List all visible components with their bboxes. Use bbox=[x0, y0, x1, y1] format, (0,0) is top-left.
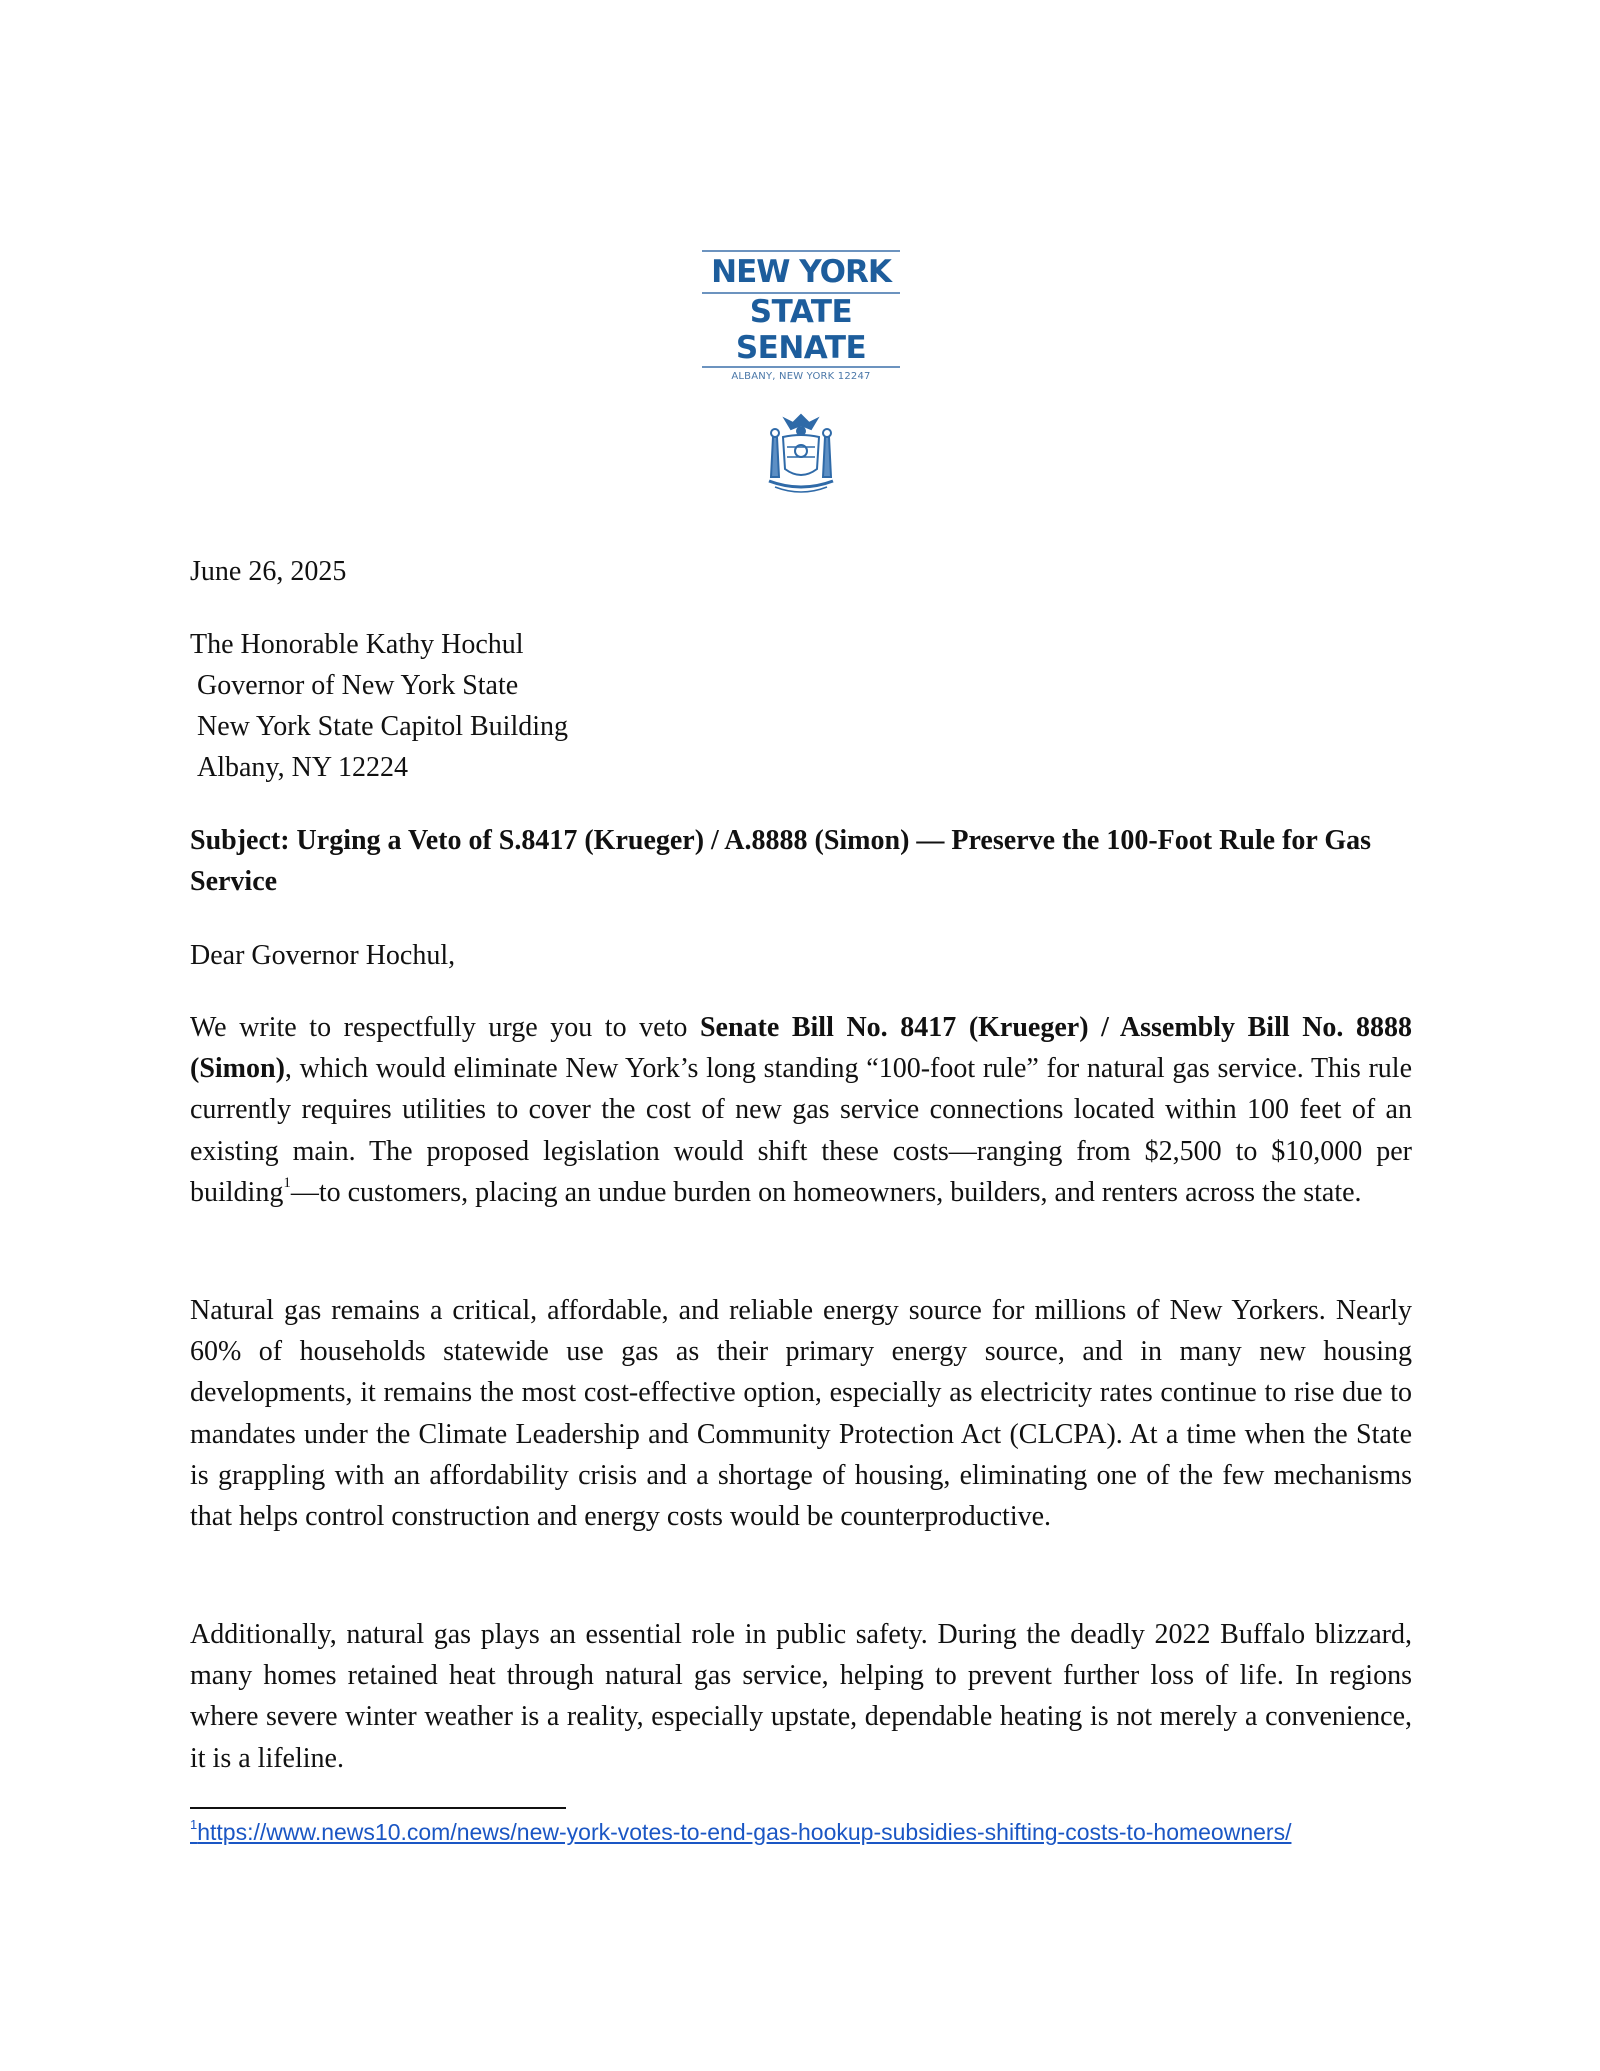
letterhead-address: ALBANY, NEW YORK 12247 bbox=[731, 371, 871, 382]
letterhead-line-3: SENATE bbox=[735, 330, 867, 366]
subject-line: Subject: Urging a Veto of S.8417 (Krueger) / A.8888 (Simon) — Preserve the 100-Foot Rule for Gas Service bbox=[190, 825, 1372, 897]
footnote bbox=[190, 1818, 1412, 1847]
recipient-address-block bbox=[190, 624, 1412, 788]
paragraph-1-lead: We write to respectfully urge you to veto bbox=[190, 1012, 700, 1043]
paragraph-1-middle: , which would eliminate New York’s long standing “100-foot rule” for natural gas service. This rule currently requires utilities to cover the cost of new gas service connections located within 100 feet of an existing main. The proposed legislation would shift these costs—ranging from $2,500 to $10,000 per building bbox=[190, 1053, 1412, 1208]
letterhead-line-1: NEW YORK bbox=[711, 254, 891, 290]
nys-seal-icon bbox=[755, 407, 847, 499]
footnote-link[interactable] bbox=[190, 1819, 1291, 1845]
recipient-city: Albany, NY 12224 bbox=[197, 752, 409, 783]
recipient-title: Governor of New York State bbox=[197, 670, 519, 701]
footnote-url: https://www.news10.com/news/new-york-votes-to-end-gas-hookup-subsidies-shifting-costs-to-homeowners/ bbox=[197, 1819, 1292, 1845]
salutation: Dear Governor Hochul, bbox=[190, 940, 456, 971]
recipient-name: The Honorable Kathy Hochul bbox=[190, 629, 524, 660]
footnote-divider bbox=[190, 1807, 566, 1809]
bill-reference: Senate Bill No. 8417 (Krueger) / Assembly Bill No. 8888 (Simon) bbox=[190, 1012, 1413, 1085]
letterhead-line-2: STATE bbox=[749, 294, 853, 330]
footnote-number: 1 bbox=[190, 1817, 198, 1833]
senate-letterhead bbox=[700, 250, 902, 386]
footnote-reference[interactable]: 1 bbox=[283, 1175, 291, 1192]
recipient-building: New York State Capitol Building bbox=[197, 711, 569, 742]
letter-date: June 26, 2025 bbox=[190, 556, 347, 587]
paragraph-1-tail: —to customers, placing an undue burden on homeowners, builders, and renters across the state. bbox=[290, 1176, 1362, 1208]
paragraph-2: Natural gas remains a critical, affordable, and reliable energy source for millions of New Yorkers. Nearly 60% of households statewide use gas as their primary energy source, and in many new housing developments, it remains the most cost-effective option, especially as electricity rates continue to rise due to mandates under the Climate Leadership and Community Protection Act (CLCPA). At a time when the State is grappling with an affordability crisis and a shortage of housing, eliminating one of the few mechanisms that helps control construction and energy costs would be counterproductive. bbox=[190, 1295, 1412, 1533]
paragraph-1 bbox=[190, 1007, 1412, 1213]
paragraph-3: Additionally, natural gas plays an essential role in public safety. During the deadly 2022 Buffalo blizzard, many homes retained heat through natural gas service, helping to prevent further loss of life. In regions where severe winter weather is a reality, especially upstate, dependable heating is not merely a convenience, it is a lifeline. bbox=[190, 1619, 1412, 1774]
